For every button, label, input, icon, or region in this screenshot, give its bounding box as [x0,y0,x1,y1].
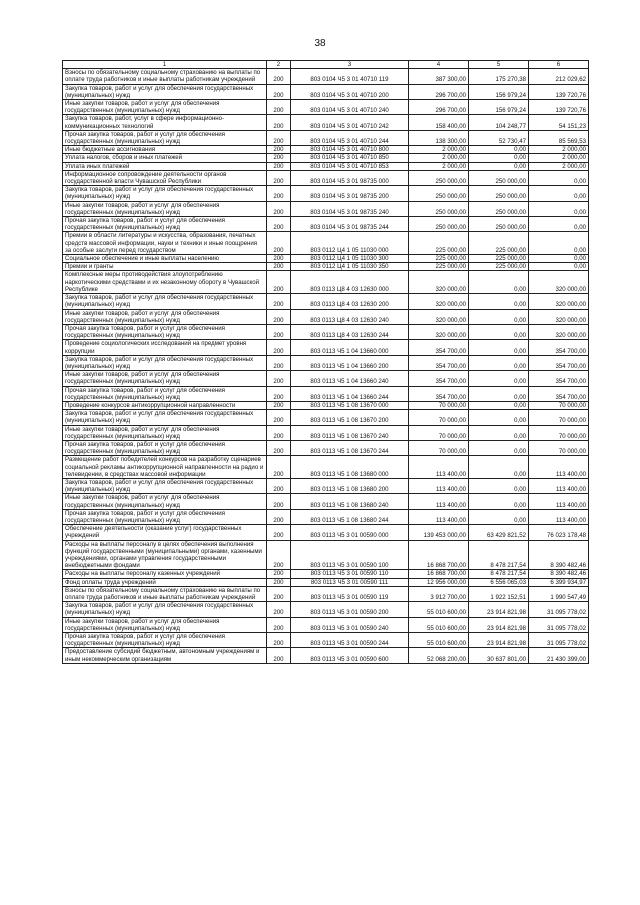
row-line-code-cell: 200 [267,324,291,339]
row-name-cell: Закупка товаров, работ, услуг в сфере информационно-коммуникационных технологий [63,115,267,130]
header-col-4: 4 [409,61,469,69]
table-row [63,255,589,263]
table-row [63,69,589,84]
row-executed-cell: 1 922 152,51 [469,586,529,601]
row-name-cell: Иные закупки товаров, работ и услуг для обеспечения государственных (муниципальных) нужд [63,371,267,386]
page-number: 38 [314,38,326,49]
header-col-6: 6 [529,61,589,69]
row-approved-cell: 225 000,00 [409,263,469,271]
row-executed-cell: 175 270,38 [469,69,529,84]
row-line-code-cell: 200 [267,309,291,324]
row-classification-code-cell: 803 0104 Ч5 3 01 40710 850 [291,154,409,162]
row-classification-code-cell: 803 0113 Ц8 4 03 12630 244 [291,324,409,339]
row-executed-cell: 23 914 821,98 [469,617,529,632]
row-approved-cell: 113 400,00 [409,509,469,524]
row-executed-cell: 225 000,00 [469,232,529,255]
row-approved-cell: 55 010 600,00 [409,633,469,648]
table-row [63,162,589,170]
row-approved-cell: 2 000,00 [409,162,469,170]
row-name-cell: Иные бюджетные ассигнования [63,146,267,154]
header-col-1: 1 [63,61,267,69]
header-col-5: 5 [469,61,529,69]
row-classification-code-cell: 803 0112 Ц4 1 05 11030 300 [291,255,409,263]
row-unexecuted-cell: 70 000,00 [529,401,589,409]
row-classification-code-cell: 803 0104 Ч5 3 01 40710 240 [291,100,409,115]
row-name-cell: Социальное обеспечение и иные выплаты населению [63,255,267,263]
row-classification-code-cell: 803 0113 Ч5 3 01 00590 600 [291,648,409,663]
row-classification-code-cell: 803 0104 Ч5 3 01 40710 242 [291,115,409,130]
row-unexecuted-cell: 8 390 482,46 [529,540,589,570]
row-classification-code-cell: 803 0113 Ч5 1 08 13680 000 [291,456,409,479]
table-row [63,263,589,271]
row-classification-code-cell: 803 0104 Ч5 3 01 98735 244 [291,217,409,232]
row-executed-cell: 30 637 801,00 [469,648,529,663]
table-row [63,100,589,115]
row-line-code-cell: 200 [267,478,291,493]
row-approved-cell: 320 000,00 [409,324,469,339]
row-line-code-cell: 200 [267,154,291,162]
row-unexecuted-cell: 0,00 [529,255,589,263]
row-executed-cell: 250 000,00 [469,201,529,216]
row-line-code-cell: 200 [267,162,291,170]
row-approved-cell: 250 000,00 [409,186,469,201]
row-name-cell: Взносы по обязательному социальному страхованию на выплаты по оплате труда работников и иные выплаты работникам учреждений [63,586,267,601]
row-classification-code-cell: 803 0104 Ч5 3 01 40710 200 [291,84,409,99]
table-row [63,617,589,632]
row-executed-cell: 250 000,00 [469,186,529,201]
table-row [63,456,589,479]
row-approved-cell: 113 400,00 [409,478,469,493]
row-unexecuted-cell: 2 000,00 [529,154,589,162]
row-approved-cell: 354 700,00 [409,371,469,386]
row-executed-cell: 23 914 821,98 [469,602,529,617]
row-classification-code-cell: 803 0113 Ц8 4 03 12630 200 [291,294,409,309]
row-classification-code-cell: 803 0113 Ч5 1 04 13660 244 [291,386,409,401]
row-name-cell: Иные закупки товаров, работ и услуг для обеспечения государственных (муниципальных) нужд [63,100,267,115]
row-line-code-cell: 200 [267,355,291,370]
row-classification-code-cell: 803 0104 Ч5 3 01 40710 853 [291,162,409,170]
row-line-code-cell: 200 [267,115,291,130]
row-line-code-cell: 200 [267,509,291,524]
row-approved-cell: 354 700,00 [409,340,469,355]
row-executed-cell: 0,00 [469,324,529,339]
row-line-code-cell: 200 [267,340,291,355]
row-line-code-cell: 200 [267,84,291,99]
row-executed-cell: 0,00 [469,386,529,401]
row-classification-code-cell: 803 0113 Ц8 4 03 12630 240 [291,309,409,324]
row-approved-cell: 250 000,00 [409,201,469,216]
row-unexecuted-cell: 212 029,62 [529,69,589,84]
row-approved-cell: 320 000,00 [409,309,469,324]
row-line-code-cell: 200 [267,201,291,216]
table-row [63,324,589,339]
row-line-code-cell: 200 [267,186,291,201]
row-unexecuted-cell: 0,00 [529,170,589,185]
table-row [63,294,589,309]
row-executed-cell: 8 478 217,54 [469,570,529,578]
row-unexecuted-cell: 2 000,00 [529,162,589,170]
table-row [63,401,589,409]
table-row [63,633,589,648]
row-classification-code-cell: 803 0113 Ч5 1 08 13670 240 [291,425,409,440]
row-name-cell: Закупка товаров, работ и услуг для обеспечения государственных (муниципальных) нужд [63,294,267,309]
row-name-cell: Прочая закупка товаров, работ и услуг для обеспечения государственных (муниципальных) нужд [63,633,267,648]
table-row [63,154,589,162]
row-line-code-cell: 200 [267,170,291,185]
row-unexecuted-cell: 70 000,00 [529,440,589,455]
row-name-cell: Иные закупки товаров, работ и услуг для обеспечения государственных (муниципальных) нужд [63,617,267,632]
row-classification-code-cell: 803 0113 Ч5 1 04 13660 240 [291,371,409,386]
row-line-code-cell: 200 [267,586,291,601]
row-name-cell: Информационное сопровождение деятельности органов государственной власти Чувашской Республики [63,170,267,185]
row-approved-cell: 52 068 200,00 [409,648,469,663]
row-line-code-cell: 200 [267,371,291,386]
row-executed-cell: 0,00 [469,509,529,524]
row-approved-cell: 16 868 700,00 [409,570,469,578]
row-name-cell: Предоставление субсидий бюджетным, автономным учреждениям и иным некоммерческим организациям [63,648,267,663]
row-approved-cell: 296 700,00 [409,100,469,115]
row-line-code-cell: 200 [267,217,291,232]
row-name-cell: Размещение работ победителей конкурсов на разработку сценариев социальной рекламы антикоррупционной направленности на радио и телевидении, в средствах массовой информации [63,456,267,479]
table-row [63,340,589,355]
row-unexecuted-cell: 320 000,00 [529,271,589,294]
header-col-2: 2 [267,61,291,69]
row-classification-code-cell: 803 0104 Ч5 3 01 40710 800 [291,146,409,154]
row-line-code-cell: 200 [267,525,291,540]
row-line-code-cell: 200 [267,648,291,663]
row-line-code-cell: 200 [267,69,291,84]
row-executed-cell: 225 000,00 [469,263,529,271]
header-col-3: 3 [291,61,409,69]
row-classification-code-cell: 803 0113 Ч5 3 01 00590 110 [291,570,409,578]
row-executed-cell: 225 000,00 [469,255,529,263]
row-line-code-cell: 200 [267,146,291,154]
row-unexecuted-cell: 320 000,00 [529,324,589,339]
row-unexecuted-cell: 31 095 778,02 [529,617,589,632]
row-executed-cell: 0,00 [469,478,529,493]
row-approved-cell: 138 300,00 [409,130,469,145]
table-row [63,570,589,578]
row-unexecuted-cell: 354 700,00 [529,340,589,355]
row-approved-cell: 113 400,00 [409,494,469,509]
row-line-code-cell: 200 [267,294,291,309]
row-classification-code-cell: 803 0112 Ц4 1 05 11030 350 [291,263,409,271]
row-classification-code-cell: 803 0113 Ч5 1 08 13680 200 [291,478,409,493]
row-executed-cell: 0,00 [469,401,529,409]
table-row [63,186,589,201]
table-row [63,232,589,255]
row-executed-cell: 0,00 [469,154,529,162]
row-line-code-cell: 200 [267,602,291,617]
row-line-code-cell: 200 [267,263,291,271]
row-name-cell: Закупка товаров, работ и услуг для обеспечения государственных (муниципальных) нужд [63,186,267,201]
row-unexecuted-cell: 354 700,00 [529,386,589,401]
table-row [63,146,589,154]
table-row [63,494,589,509]
row-approved-cell: 3 912 700,00 [409,586,469,601]
row-name-cell: Фонд оплаты труда учреждений [63,578,267,586]
table-row [63,371,589,386]
table-row [63,84,589,99]
row-unexecuted-cell: 70 000,00 [529,425,589,440]
row-unexecuted-cell: 113 400,00 [529,478,589,493]
row-executed-cell: 0,00 [469,309,529,324]
row-unexecuted-cell: 21 430 399,00 [529,648,589,663]
row-line-code-cell: 200 [267,578,291,586]
row-line-code-cell: 200 [267,130,291,145]
row-name-cell: Прочая закупка товаров, работ и услуг для обеспечения государственных (муниципальных) нужд [63,324,267,339]
table-row [63,602,589,617]
row-name-cell: Премии и гранты [63,263,267,271]
row-name-cell: Закупка товаров, работ и услуг для обеспечения государственных (муниципальных) нужд [63,410,267,425]
row-approved-cell: 387 300,00 [409,69,469,84]
row-executed-cell: 156 979,24 [469,100,529,115]
row-name-cell: Уплата иных платежей [63,162,267,170]
row-classification-code-cell: 803 0113 Ч5 1 08 13680 240 [291,494,409,509]
row-unexecuted-cell: 31 095 778,02 [529,602,589,617]
table-row [63,386,589,401]
row-line-code-cell: 200 [267,617,291,632]
row-unexecuted-cell: 0,00 [529,263,589,271]
row-approved-cell: 158 400,00 [409,115,469,130]
row-executed-cell: 52 730,47 [469,130,529,145]
row-unexecuted-cell: 0,00 [529,186,589,201]
table-row [63,217,589,232]
row-classification-code-cell: 803 0104 Ч5 3 01 40710 244 [291,130,409,145]
row-approved-cell: 2 000,00 [409,146,469,154]
row-approved-cell: 70 000,00 [409,440,469,455]
row-classification-code-cell: 803 0113 Ч5 1 04 13660 200 [291,355,409,370]
row-unexecuted-cell: 1 990 547,49 [529,586,589,601]
table-row [63,540,589,570]
row-classification-code-cell: 803 0112 Ц4 1 05 11030 000 [291,232,409,255]
table-row [63,478,589,493]
row-approved-cell: 70 000,00 [409,401,469,409]
table-row [63,130,589,145]
row-classification-code-cell: 803 0104 Ч5 3 01 98735 000 [291,170,409,185]
row-classification-code-cell: 803 0113 Ц8 4 03 12630 000 [291,271,409,294]
table-row [63,410,589,425]
row-unexecuted-cell: 6 399 934,97 [529,578,589,586]
table-row [63,586,589,601]
row-name-cell: Обеспечение деятельности (оказание услуг) государственных учреждений [63,525,267,540]
row-approved-cell: 250 000,00 [409,217,469,232]
row-unexecuted-cell: 0,00 [529,201,589,216]
row-line-code-cell: 200 [267,271,291,294]
row-name-cell: Взносы по обязательному социальному страхованию на выплаты по оплате труда работников и иные выплаты работникам учреждений [63,69,267,84]
row-classification-code-cell: 803 0113 Ч5 3 01 00590 200 [291,602,409,617]
row-name-cell: Иные закупки товаров, работ и услуг для обеспечения государственных (муниципальных) нужд [63,425,267,440]
row-classification-code-cell: 803 0113 Ч5 3 01 00590 119 [291,586,409,601]
row-name-cell: Проведение социологических исследований на предмет уровня коррупции [63,340,267,355]
row-executed-cell: 0,00 [469,456,529,479]
row-unexecuted-cell: 320 000,00 [529,294,589,309]
row-classification-code-cell: 803 0113 Ч5 1 04 13660 000 [291,340,409,355]
row-unexecuted-cell: 354 700,00 [529,371,589,386]
row-unexecuted-cell: 113 400,00 [529,456,589,479]
row-line-code-cell: 200 [267,255,291,263]
row-classification-code-cell: 803 0113 Ч5 3 01 00590 244 [291,633,409,648]
row-line-code-cell: 200 [267,570,291,578]
row-approved-cell: 225 000,00 [409,255,469,263]
table-row [63,648,589,663]
row-line-code-cell: 200 [267,540,291,570]
row-unexecuted-cell: 0,00 [529,232,589,255]
table-row [63,271,589,294]
row-name-cell: Закупка товаров, работ и услуг для обеспечения государственных (муниципальных) нужд [63,84,267,99]
row-unexecuted-cell: 70 000,00 [529,410,589,425]
row-unexecuted-cell: 320 000,00 [529,309,589,324]
row-executed-cell: 156 979,24 [469,84,529,99]
row-approved-cell: 113 400,00 [409,456,469,479]
row-name-cell: Проведение конкурсов антикоррупционной направленности [63,401,267,409]
row-classification-code-cell: 803 0113 Ч5 3 01 00590 111 [291,578,409,586]
row-name-cell: Закупка товаров, работ и услуг для обеспечения государственных (муниципальных) нужд [63,355,267,370]
row-classification-code-cell: 803 0113 Ч5 3 01 00590 240 [291,617,409,632]
row-approved-cell: 354 700,00 [409,386,469,401]
row-approved-cell: 320 000,00 [409,294,469,309]
row-executed-cell: 0,00 [469,425,529,440]
row-unexecuted-cell: 113 400,00 [529,509,589,524]
row-name-cell: Иные закупки товаров, работ и услуг для обеспечения государственных (муниципальных) нужд [63,309,267,324]
row-executed-cell: 250 000,00 [469,217,529,232]
row-unexecuted-cell: 54 151,23 [529,115,589,130]
table-row [63,509,589,524]
row-unexecuted-cell: 85 569,53 [529,130,589,145]
table-row [63,425,589,440]
table-row [63,170,589,185]
row-line-code-cell: 200 [267,410,291,425]
row-classification-code-cell: 803 0104 Ч5 3 01 98735 240 [291,201,409,216]
row-unexecuted-cell: 139 720,76 [529,84,589,99]
row-approved-cell: 354 700,00 [409,355,469,370]
table-header-row [63,61,589,69]
row-classification-code-cell: 803 0104 Ч5 3 01 40710 119 [291,69,409,84]
row-classification-code-cell: 803 0113 Ч5 1 08 13670 200 [291,410,409,425]
row-executed-cell: 0,00 [469,494,529,509]
row-executed-cell: 23 914 821,98 [469,633,529,648]
row-classification-code-cell: 803 0104 Ч5 3 01 98735 200 [291,186,409,201]
row-approved-cell: 12 956 000,00 [409,578,469,586]
row-line-code-cell: 200 [267,494,291,509]
row-executed-cell: 0,00 [469,340,529,355]
row-executed-cell: 0,00 [469,271,529,294]
row-line-code-cell: 200 [267,100,291,115]
row-executed-cell: 63 429 821,52 [469,525,529,540]
row-classification-code-cell: 803 0113 Ч5 1 08 13670 000 [291,401,409,409]
row-approved-cell: 16 868 700,00 [409,540,469,570]
row-name-cell: Иные закупки товаров, работ и услуг для обеспечения государственных (муниципальных) нужд [63,201,267,216]
row-approved-cell: 55 010 600,00 [409,602,469,617]
table-row [63,309,589,324]
row-unexecuted-cell: 113 400,00 [529,494,589,509]
row-name-cell: Расходы на выплаты персоналу в целях обеспечения выполнения функций государственными (муниципальными) органами, казенными учреждениями, органами управления государственными внебюджетными фондами [63,540,267,570]
table-row [63,578,589,586]
row-approved-cell: 225 000,00 [409,232,469,255]
row-executed-cell: 0,00 [469,294,529,309]
table-body [63,69,589,664]
row-line-code-cell: 200 [267,440,291,455]
row-approved-cell: 70 000,00 [409,410,469,425]
row-name-cell: Прочая закупка товаров, работ и услуг для обеспечения государственных (муниципальных) нужд [63,130,267,145]
table-row [63,525,589,540]
table-row [63,115,589,130]
row-name-cell: Закупка товаров, работ и услуг для обеспечения государственных (муниципальных) нужд [63,478,267,493]
row-executed-cell: 250 000,00 [469,170,529,185]
table-row [63,201,589,216]
row-unexecuted-cell: 2 000,00 [529,146,589,154]
row-executed-cell: 0,00 [469,162,529,170]
row-classification-code-cell: 803 0113 Ч5 3 01 00590 100 [291,540,409,570]
row-unexecuted-cell: 354 700,00 [529,355,589,370]
row-executed-cell: 0,00 [469,355,529,370]
row-executed-cell: 0,00 [469,146,529,154]
row-classification-code-cell: 803 0113 Ч5 1 08 13670 244 [291,440,409,455]
row-classification-code-cell: 803 0113 Ч5 1 08 13680 244 [291,509,409,524]
row-approved-cell: 320 000,00 [409,271,469,294]
row-line-code-cell: 200 [267,232,291,255]
row-name-cell: Закупка товаров, работ и услуг для обеспечения государственных (муниципальных) нужд [63,602,267,617]
row-line-code-cell: 200 [267,633,291,648]
row-classification-code-cell: 803 0113 Ч5 3 01 00590 000 [291,525,409,540]
row-approved-cell: 70 000,00 [409,425,469,440]
row-approved-cell: 250 000,00 [409,170,469,185]
row-name-cell: Комплексные меры противодействия злоупотреблению наркотическими средствами и их незаконному обороту в Чувашской Республике [63,271,267,294]
row-approved-cell: 55 010 600,00 [409,617,469,632]
row-line-code-cell: 200 [267,456,291,479]
row-executed-cell: 0,00 [469,440,529,455]
row-name-cell: Иные закупки товаров, работ и услуг для обеспечения государственных (муниципальных) нужд [63,494,267,509]
row-name-cell: Прочая закупка товаров, работ и услуг для обеспечения государственных (муниципальных) нужд [63,217,267,232]
row-name-cell: Расходы на выплаты персоналу казенных учреждений [63,570,267,578]
table-row [63,440,589,455]
row-unexecuted-cell: 31 095 778,02 [529,633,589,648]
row-name-cell: Прочая закупка товаров, работ и услуг для обеспечения государственных (муниципальных) нужд [63,440,267,455]
row-name-cell: Прочая закупка товаров, работ и услуг для обеспечения государственных (муниципальных) нужд [63,386,267,401]
row-unexecuted-cell: 76 023 178,48 [529,525,589,540]
row-executed-cell: 104 248,77 [469,115,529,130]
row-approved-cell: 139 453 000,00 [409,525,469,540]
row-executed-cell: 8 478 217,54 [469,540,529,570]
row-approved-cell: 296 700,00 [409,84,469,99]
row-executed-cell: 0,00 [469,410,529,425]
row-unexecuted-cell: 139 720,76 [529,100,589,115]
row-unexecuted-cell: 0,00 [529,217,589,232]
row-unexecuted-cell: 8 390 482,46 [529,570,589,578]
budget-execution-table [62,60,589,664]
table-row [63,355,589,370]
row-name-cell: Прочая закупка товаров, работ и услуг для обеспечения государственных (муниципальных) нужд [63,509,267,524]
row-name-cell: Уплата налогов, сборов и иных платежей [63,154,267,162]
row-line-code-cell: 200 [267,425,291,440]
row-executed-cell: 6 556 065,03 [469,578,529,586]
row-name-cell: Премии в области литературы и искусства, образования, печатных средств массовой информации, науки и техники и иные поощрения за особые заслуги перед государством [63,232,267,255]
row-line-code-cell: 200 [267,386,291,401]
row-line-code-cell: 200 [267,401,291,409]
row-executed-cell: 0,00 [469,371,529,386]
row-approved-cell: 2 000,00 [409,154,469,162]
